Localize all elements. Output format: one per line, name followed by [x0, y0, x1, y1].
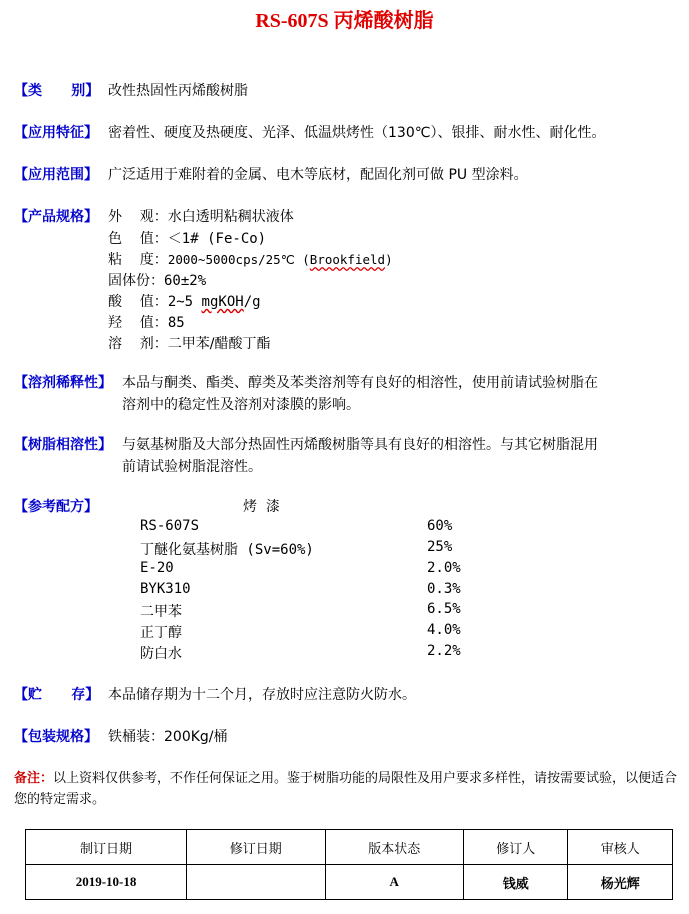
table-cell — [187, 865, 325, 900]
table-header-cell: 制订日期 — [26, 830, 187, 865]
spec-value: 2~5 — [167, 294, 202, 310]
table-cell: 2019-10-18 — [26, 865, 187, 900]
features-text: 密着性、硬度及热硬度、光泽、低温烘烤性（130℃）、银排、耐水性、耐化性。 — [108, 125, 606, 141]
spec-key: 粘 度： — [108, 252, 168, 268]
spec-row — [108, 333, 271, 353]
ingredient-percent: 60% — [427, 518, 453, 534]
formula-item — [140, 560, 480, 581]
features-label: 【应用特征】 — [14, 125, 98, 141]
ingredient-name: 防白水 — [140, 646, 182, 662]
formula-heading: 烤 漆 — [243, 499, 280, 515]
ingredient-name: BYK310 — [140, 581, 191, 597]
table-cell: 杨光辉 — [568, 865, 673, 900]
storage-text: 本品储存期为十二个月，存放时应注意防火防水。 — [108, 687, 416, 703]
table-header-cell: 修订人 — [463, 830, 568, 865]
spec-key: 溶 剂： — [108, 336, 168, 352]
table-cell: A — [325, 865, 463, 900]
table-header-row — [26, 830, 673, 865]
formula-item — [140, 622, 480, 643]
document-title: RS-607S 丙烯酸树脂 — [255, 10, 434, 32]
table-header-cell: 版本状态 — [325, 830, 463, 865]
solvent-label: 【溶剂稀释性】 — [14, 375, 112, 391]
compat-label: 【树脂相溶性】 — [14, 437, 112, 453]
spec-row — [108, 270, 206, 290]
solvent-text-line2: 溶剂中的稳定性及溶剂对漆膜的影响。 — [122, 397, 360, 413]
formula-label: 【参考配方】 — [14, 499, 98, 515]
spec-value-brand: Brookfield — [309, 252, 386, 267]
spec-value: ＜1# (Fe-Co) — [167, 231, 267, 247]
spec-row — [108, 312, 185, 332]
compat-text-line2: 前请试验树脂混溶性。 — [122, 459, 262, 475]
formula-item — [140, 581, 480, 602]
ingredient-name: E-20 — [140, 560, 174, 576]
table-header-cell: 审核人 — [568, 830, 673, 865]
table-header-cell: 修订日期 — [187, 830, 325, 865]
formula-item — [140, 518, 480, 539]
ingredient-name: 丁醚化氨基树脂 (Sv=60%) — [140, 542, 314, 558]
scope-text: 广泛适用于难附着的金属、电木等底材，配固化剂可做 PU 型涂料。 — [108, 167, 528, 183]
spec-row — [108, 228, 266, 248]
spec-key: 酸 值： — [108, 294, 168, 310]
solvent-text-line1: 本品与酮类、酯类、醇类及苯类溶剂等有良好的相溶性，使用前请试验树脂在 — [122, 375, 598, 391]
note — [14, 768, 684, 810]
spec-value: 2000~5000cps/25℃ ( — [167, 252, 310, 267]
ingredient-name: RS-607S — [140, 518, 200, 534]
package-text: 铁桶装：200Kg/桶 — [108, 729, 228, 745]
table-cell: 钱威 — [463, 865, 568, 900]
ingredient-percent: 25% — [427, 539, 453, 555]
package-label: 【包装规格】 — [14, 729, 98, 745]
formula-item — [140, 601, 480, 622]
spec-value: 二甲苯/醋酸丁酯 — [167, 336, 271, 352]
scope-label: 【应用范围】 — [14, 167, 98, 183]
spec-value-unit: mgKOH — [201, 294, 244, 310]
spec-value: 60±2% — [164, 273, 207, 289]
storage-label: 【贮 存】 — [14, 687, 100, 703]
ingredient-percent: 2.2% — [427, 643, 461, 659]
spec-row — [108, 249, 393, 269]
spec-row — [108, 291, 261, 311]
ingredient-percent: 0.3% — [427, 581, 461, 597]
spec-value-suffix: ) — [385, 252, 393, 267]
spec-value-suffix: /g — [243, 294, 261, 310]
note-text: 以上资料仅供参考，不作任何保证之用。鉴于树脂功能的局限性及用户要求多样性，请按需要试验，以便适合您的特定需求。 — [14, 771, 678, 807]
ingredient-percent: 2.0% — [427, 560, 461, 576]
spec-value: 水白透明粘稠状液体 — [167, 209, 294, 225]
note-label: 备注： — [14, 771, 54, 786]
spec-key: 固体份： — [108, 273, 164, 289]
category-text: 改性热固性丙烯酸树脂 — [108, 83, 248, 99]
category-label: 【类 别】 — [14, 83, 100, 99]
spec-key: 外 观： — [108, 209, 168, 225]
spec-row — [108, 206, 294, 226]
ingredient-name: 二甲苯 — [140, 604, 182, 620]
spec-key: 羟 值： — [108, 315, 168, 331]
spec-value: 85 — [167, 315, 185, 331]
specs-label: 【产品规格】 — [14, 209, 98, 225]
formula-item — [140, 539, 480, 560]
ingredient-percent: 4.0% — [427, 622, 461, 638]
revision-table — [25, 829, 673, 900]
ingredient-percent: 6.5% — [427, 601, 461, 617]
table-row — [26, 865, 673, 900]
ingredient-name: 正丁醇 — [140, 625, 182, 641]
spec-key: 色 值： — [108, 231, 168, 247]
formula-item — [140, 643, 480, 664]
compat-text-line1: 与氨基树脂及大部分热固性丙烯酸树脂等具有良好的相溶性。与其它树脂混用 — [122, 437, 598, 453]
